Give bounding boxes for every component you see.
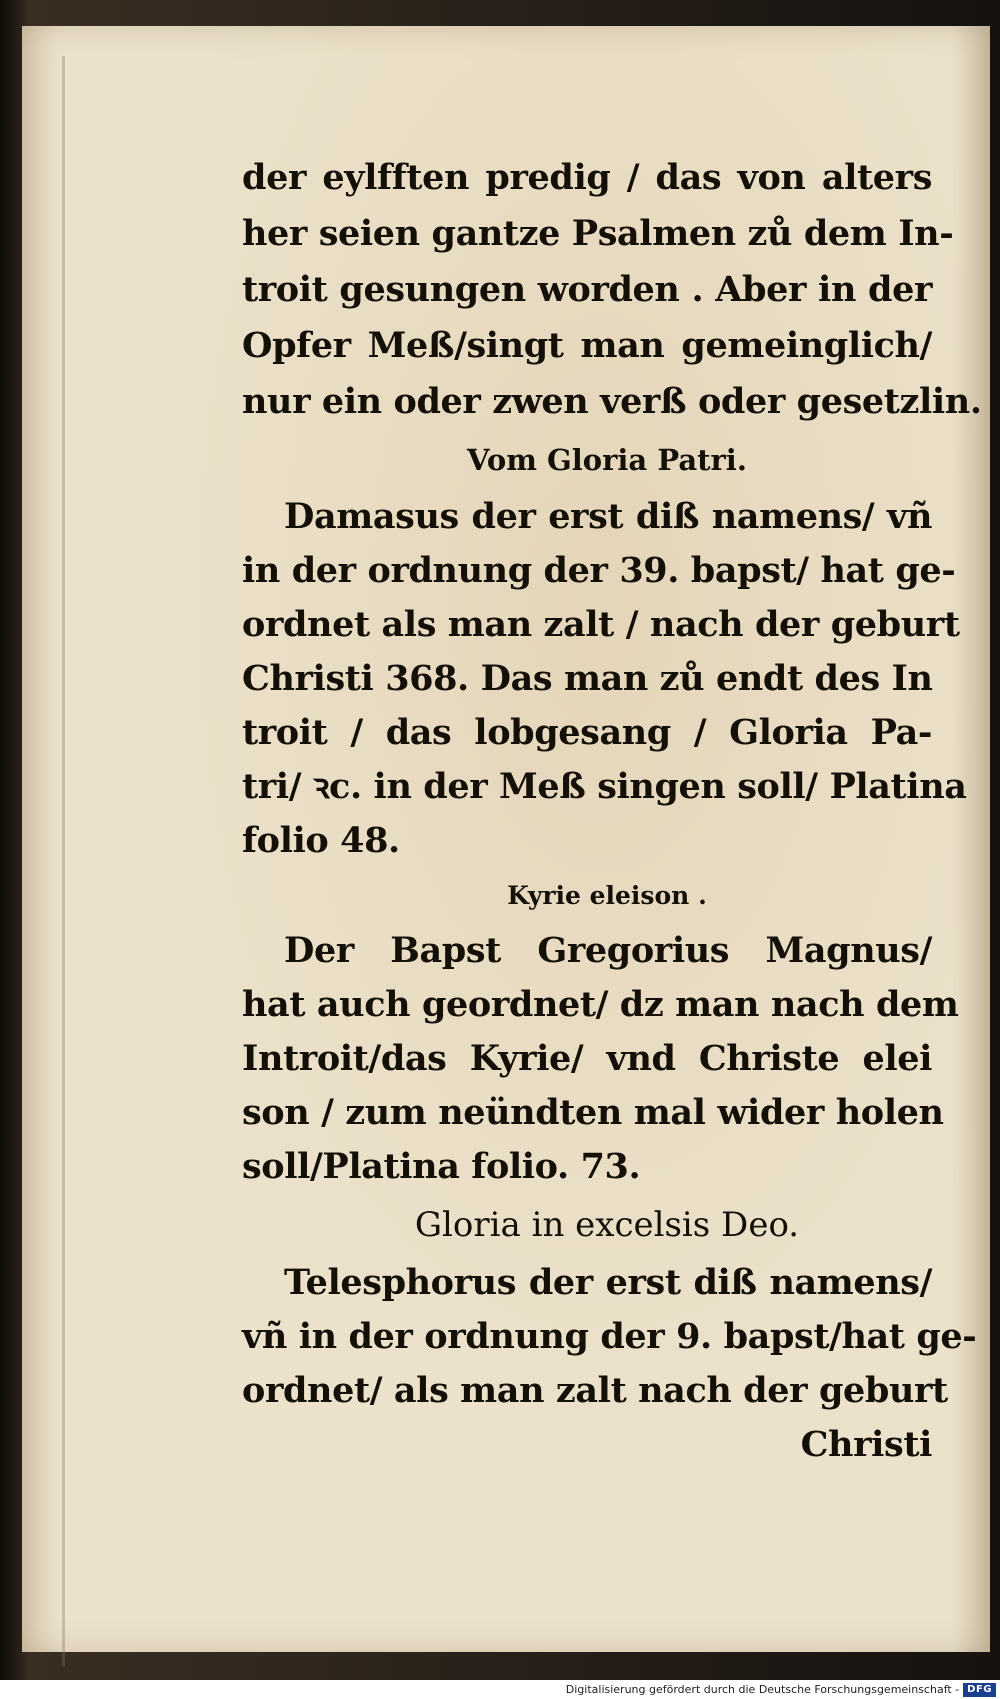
dfg-logo: DFG (963, 1683, 996, 1697)
text-line: son / zum neündten mal wider holen (242, 1092, 944, 1133)
section-heading-kyrie: Kyrie eleison . (507, 881, 707, 910)
text-line: Christi 368. Das man zů endt des In (242, 658, 933, 699)
text-line: her seien gantze Psalmen zů dem In- (242, 213, 954, 254)
text-line: Introit/das Kyrie/ vnd Christe elei (242, 1038, 932, 1079)
text-line: ordnet/ als man zalt nach der geburt (242, 1370, 948, 1411)
text-line: folio 48. (242, 820, 400, 861)
section-heading-gloria-excelsis: Gloria in excelsis Deo. (414, 1205, 800, 1245)
text-line: Damasus der erst diß namens/ vñ (284, 496, 932, 537)
page-edge (62, 56, 65, 1666)
text-line: Der Bapst Gregorius Magnus/ (284, 930, 932, 971)
text-line: troit gesungen worden . Aber in der (242, 269, 932, 310)
catchword: Christi (800, 1424, 932, 1465)
text-line: troit / das lobgesang / Gloria Pa- (242, 712, 932, 753)
text-line: hat auch geordnet/ dz man nach dem (242, 984, 959, 1025)
text-line: nur ein oder zwen verß oder gesetzlin. (242, 381, 982, 422)
credit-text: Digitalisierung gefördert durch die Deutsche Forschungsgemeinschaft - (565, 1683, 960, 1696)
text-line: in der ordnung der 39. bapst/ hat ge- (242, 550, 956, 591)
text-line: vñ in der ordnung der 9. bapst/hat ge- (242, 1316, 977, 1357)
text-line: der eylfften predig / das von alters (242, 157, 932, 198)
text-line: Opfer Meß/singt man gemeinglich/ (242, 325, 932, 366)
page-text (242, 150, 982, 1472)
digitization-credit (0, 1680, 1000, 1699)
text-line: tri/ ꝛc. in der Meß singen soll/ Platina (242, 766, 967, 807)
text-line: ordnet als man zalt / nach der geburt (242, 604, 960, 645)
text-line: Telesphorus der erst diß namens/ (284, 1262, 932, 1303)
text-line: soll/Platina folio. 73. (242, 1146, 641, 1187)
section-heading-gloria-patri: Vom Gloria Patri. (467, 443, 747, 477)
